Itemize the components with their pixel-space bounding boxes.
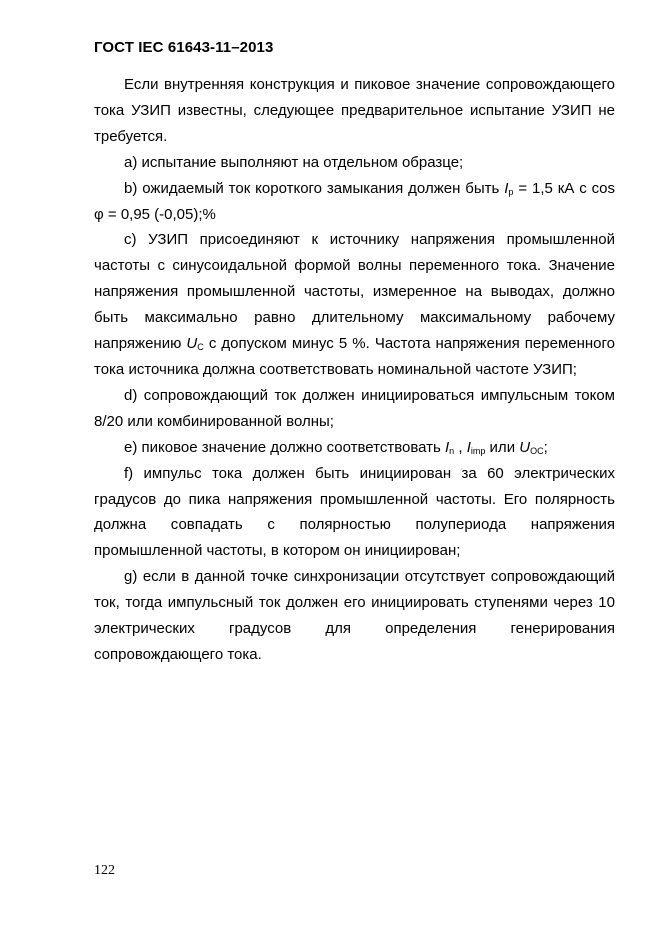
paragraph-f: f) импульс тока должен быть инициирован за 60 электрических градусов до пика напряжения промышленной частоты. Его полярность должна совпадать с полярностью полупериода напряжения промышленной частоты, в котором он инициирован;: [94, 464, 615, 560]
current-subscript: p: [508, 186, 514, 197]
document-header: ГОСТ IEC 61643-11–2013: [94, 39, 274, 56]
paragraph-intro: Если внутренняя конструкция и пиковое значение сопровождающего тока УЗИП известны, следующее предварительное испытание УЗИП не требуется.: [94, 76, 615, 145]
separator-1: ,: [454, 438, 467, 456]
paragraph-e: [94, 435, 615, 461]
current-symbol: I: [504, 179, 509, 197]
paragraph-a: а) испытание выполняют на отдельном образце;: [124, 153, 464, 171]
paragraph-b: [94, 176, 615, 228]
paragraph-c-text: c) УЗИП присоединяют к источнику напряжения промышленной частоты с синусоидальной формой волны переменного тока. Значение напряжения промышленной частоты, измеренное на выводах, должно быть максимально равно длительному максимальному рабочему напряжению: [94, 231, 615, 353]
voltage-subscript: C: [197, 342, 204, 353]
paragraph-d: d) сопровождающий ток должен инициироваться импульсным током 8/20 или комбинированной волны;: [94, 386, 615, 430]
paragraph-c: [94, 227, 615, 382]
paragraph-b-text: b) ожидаемый ток короткого замыкания должен быть: [124, 179, 505, 197]
paragraph-g: g) если в данной точке синхронизации отсутствует сопровождающий ток, тогда импульсный ток должен его инициировать ступенями через 10 электрических градусов для определения генерирования сопровождающего тока.: [94, 568, 615, 663]
open-circuit-voltage-symbol: U: [519, 438, 531, 456]
voltage-symbol: U: [186, 335, 198, 353]
nominal-current-subscript: n: [449, 445, 455, 456]
paragraph-e-tail: ;: [543, 438, 548, 456]
nominal-current-symbol: I: [445, 438, 450, 456]
paragraph-c-tail: с допуском минус 5 %. Частота напряжения переменного тока источника должна соответствовать номинальной частоте УЗИП;: [94, 335, 615, 378]
paragraph-e-text: e) пиковое значение должно соответствовать: [124, 438, 445, 456]
document-body: [94, 72, 615, 668]
impulse-current-subscript: imp: [470, 445, 486, 456]
paragraph-b-tail: = 1,5 кА с cos φ = 0,95 (-0,05);%: [94, 179, 615, 223]
impulse-current-symbol: I: [466, 438, 471, 456]
separator-2: или: [485, 438, 520, 456]
open-circuit-voltage-subscript: OC: [530, 445, 544, 456]
page-number: 122: [94, 863, 115, 878]
